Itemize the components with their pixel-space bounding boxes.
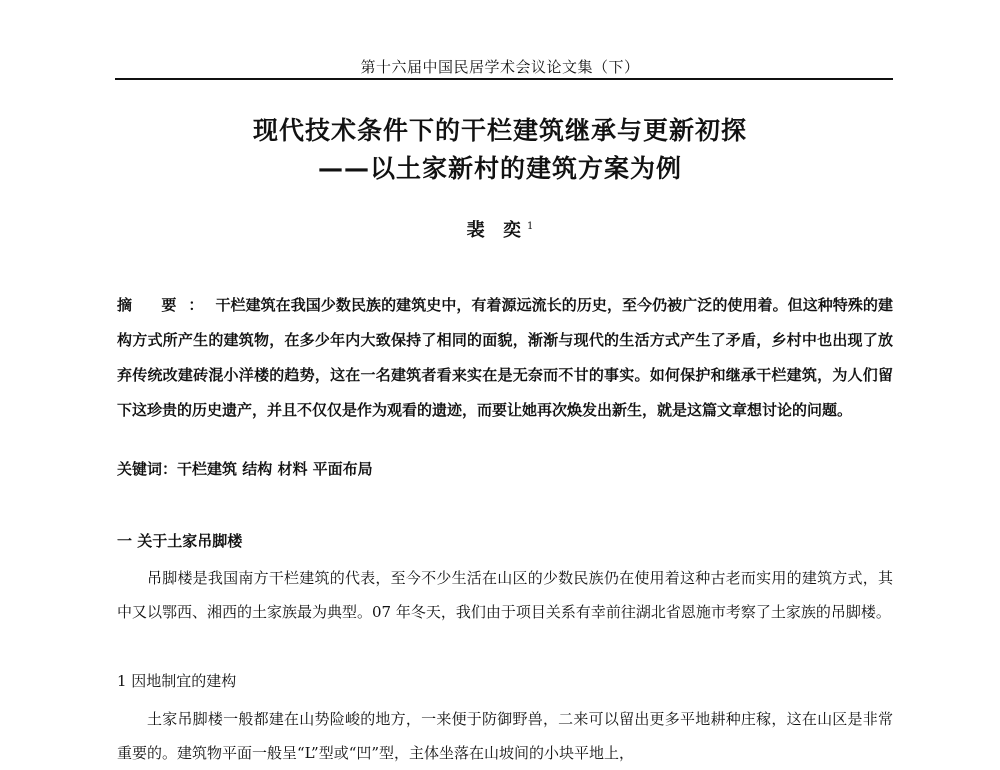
header-divider xyxy=(115,78,893,80)
subsection-heading: 1 因地制宜的建构 xyxy=(117,672,237,690)
section-heading: 一 关于土家吊脚楼 xyxy=(117,532,243,550)
keywords-label: 关键词： xyxy=(117,460,178,478)
abstract-text: 干栏建筑在我国少数民族的建筑史中，有着源远流长的历史，至今仍被广泛的使用着。但这种特殊的建构方式所产生的建筑物，在多少年内大致保持了相同的面貌，渐渐与现代的生活方式产生了矛盾，乡村中也出现了放弃传统改建砖混小洋楼的趋势，这在一名建筑者看来实在是无奈而不甘的事实。如何保护和继承干栏建筑，为人们留下这珍贵的历史遗产，并且不仅仅是作为观看的遗迹，而要让她再次焕发出新生，就是这篇文章想讨论的问题。 xyxy=(117,296,893,419)
paper-title: 现代技术条件下的干栏建筑继承与更新初探 xyxy=(252,116,747,145)
keywords-text: 干栏建筑 结构 材料 平面布局 xyxy=(177,460,373,478)
body-paragraph-2: 土家吊脚楼一般都建在山势险峻的地方，一来便于防御野兽，二来可以留出更多平地耕种庄稼，这在山区是非常重要的。建筑物平面一般呈“L”型或“凹”型，主体坐落在山坡间的小块平地上， xyxy=(117,710,893,762)
abstract xyxy=(117,288,893,428)
keywords xyxy=(117,458,893,479)
running-header: 第十六届中国民居学术会议论文集（下） xyxy=(360,58,640,76)
body-paragraph: 吊脚楼是我国南方干栏建筑的代表，至今不少生活在山区的少数民族仍在使用着这种古老而实用的建筑方式，其中又以鄂西、湘西的土家族最为典型。07 年冬天，我们由于项目关系有幸前往湖北省恩施市考察了土家族的吊脚楼。 xyxy=(117,569,893,621)
paper-subtitle: ——以土家新村的建筑方案为例 xyxy=(317,154,682,183)
author-name: 裴 奕 xyxy=(466,220,527,241)
author xyxy=(0,216,1000,242)
author-affiliation-mark: 1 xyxy=(526,221,534,232)
abstract-label: 摘 要： xyxy=(117,296,216,314)
